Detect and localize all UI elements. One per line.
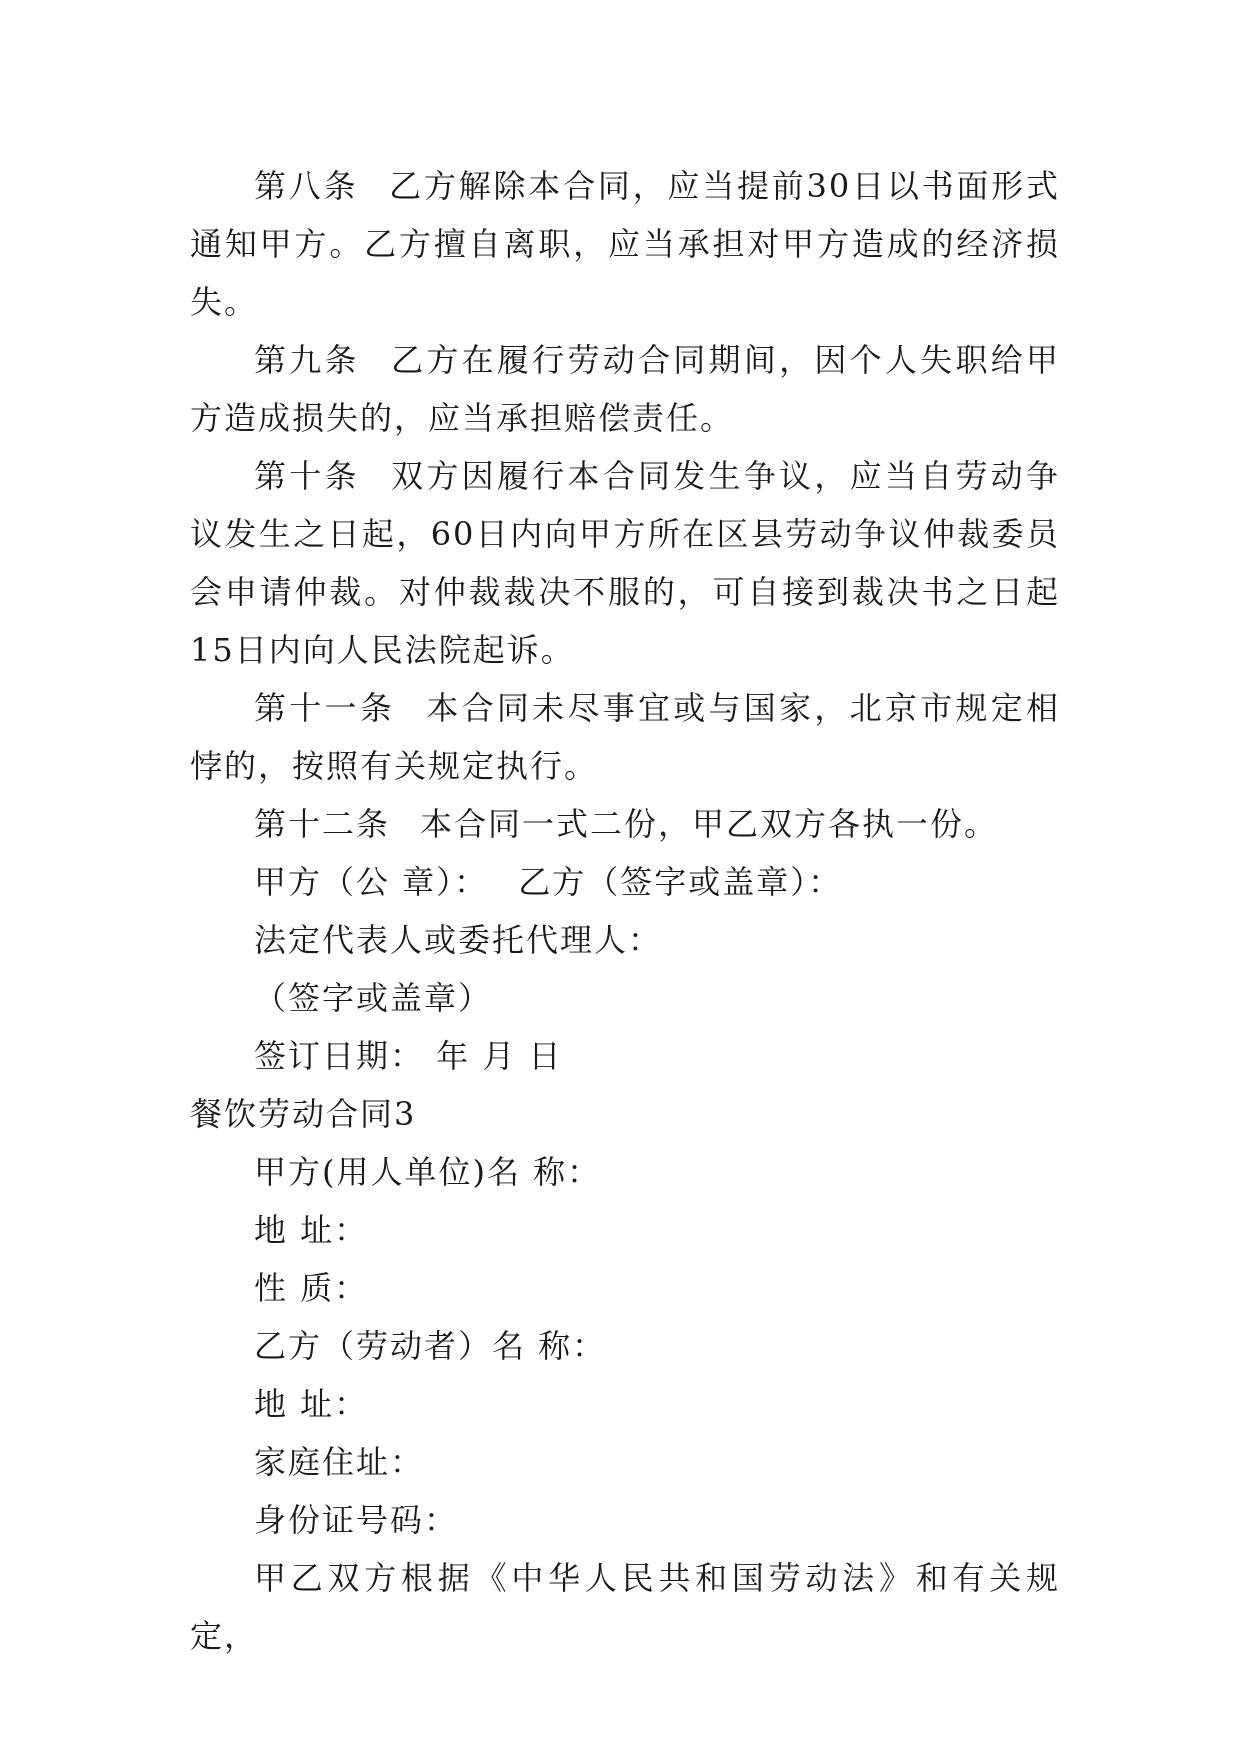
sign-date-line: 签订日期： 年 月 日: [254, 1037, 563, 1075]
article-9: [190, 331, 1060, 447]
article-8-heading: 第八条: [254, 167, 359, 205]
article-8: [190, 157, 1060, 331]
field-home-address: 家庭住址：: [254, 1443, 425, 1481]
field-party-a-name: 甲方(用人单位)名 称：: [254, 1153, 602, 1191]
article-11-heading: 第十一条: [254, 689, 396, 727]
party-b-seal-label: 乙方（签字或盖章）：: [518, 863, 843, 901]
article-9-heading: 第九条: [254, 341, 360, 379]
article-9-text: 乙方在履行劳动合同期间，因个人失职给甲方造成损失的，应当承担赔偿责任。: [190, 341, 1060, 437]
section-title: 餐饮劳动合同3: [190, 1095, 417, 1133]
field-id-number: 身份证号码：: [254, 1501, 459, 1539]
closing-line: 甲乙双方根据《中华人民共和国劳动法》和有关规定，: [190, 1559, 1060, 1655]
field-party-a-address: 地 址：: [254, 1211, 369, 1249]
field-party-b-address: 地 址：: [254, 1385, 369, 1423]
article-10: [190, 447, 1060, 679]
sign-or-seal-line: （签字或盖章）: [254, 979, 493, 1017]
article-8-text: 乙方解除本合同，应当提前30日以书面形式通知甲方。乙方擅自离职，应当承担对甲方造成的经济损失。: [190, 167, 1060, 321]
document-body: [190, 157, 1060, 1665]
field-party-a-nature: 性 质：: [254, 1269, 369, 1307]
representative-line: 法定代表人或委托代理人：: [254, 921, 663, 959]
field-party-b-name: 乙方（劳动者）名 称：: [254, 1327, 607, 1365]
article-10-text: 双方因履行本合同发生争议，应当自劳动争议发生之日起，60日内向甲方所在区县劳动争议仲裁委员会申请仲裁。对仲裁裁决不服的，可自接到裁决书之日起15日内向人民法院起诉。: [190, 457, 1060, 669]
signature-parties-line: [190, 853, 1060, 911]
article-12-heading: 第十二条: [254, 805, 391, 843]
article-10-heading: 第十条: [254, 457, 360, 495]
article-11: [190, 679, 1060, 795]
party-a-seal-label: 甲方（公 章）：: [254, 863, 489, 901]
article-12-text: 本合同一式二份，甲乙双方各执一份。: [420, 805, 999, 843]
article-12: [190, 795, 1060, 853]
article-11-text: 本合同未尽事宜或与国家，北京市规定相悖的，按照有关规定执行。: [190, 689, 1060, 785]
